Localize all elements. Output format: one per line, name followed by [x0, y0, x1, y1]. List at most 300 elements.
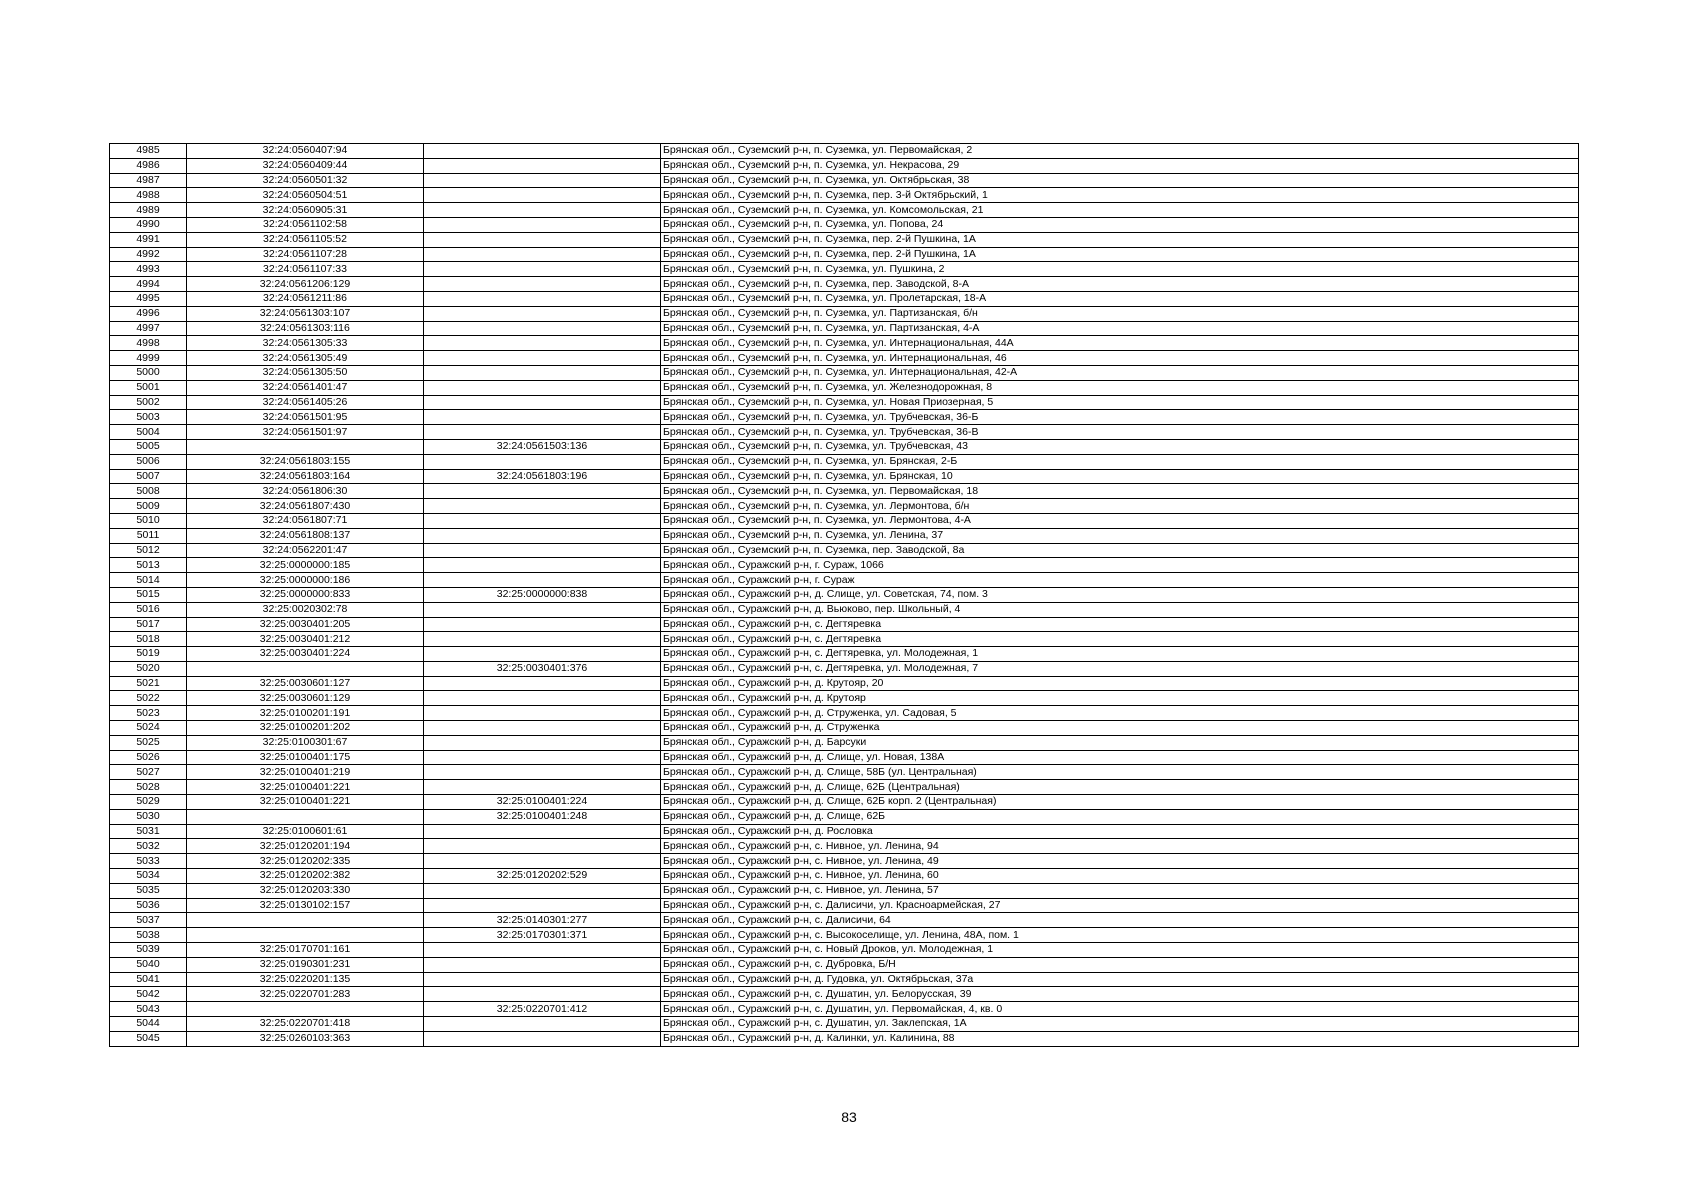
row-number-cell: 5031 [110, 824, 187, 839]
table-row [110, 247, 1579, 262]
table-row [110, 188, 1579, 203]
table-row [110, 306, 1579, 321]
related-cadastral-number-cell [424, 676, 661, 691]
table-row [110, 291, 1579, 306]
cadastral-number-cell: 32:25:0220701:283 [187, 987, 424, 1002]
cadastral-number-cell: 32:25:0000000:186 [187, 573, 424, 588]
table-row [110, 262, 1579, 277]
cadastral-number-cell: 32:24:0560409:44 [187, 158, 424, 173]
address-cell: Брянская обл., Суземский р-н, п. Суземка, ул. Трубчевская, 36-Б [661, 410, 1579, 425]
row-number-cell: 5003 [110, 410, 187, 425]
row-number-cell: 5035 [110, 883, 187, 898]
row-number-cell: 5015 [110, 587, 187, 602]
related-cadastral-number-cell [424, 173, 661, 188]
table-row [110, 824, 1579, 839]
related-cadastral-number-cell [424, 987, 661, 1002]
address-cell: Брянская обл., Суземский р-н, п. Суземка, ул. Интернациональная, 42-А [661, 365, 1579, 380]
related-cadastral-number-cell [424, 898, 661, 913]
related-cadastral-number-cell [424, 217, 661, 232]
cadastral-number-cell: 32:25:0170701:161 [187, 943, 424, 958]
table-row [110, 277, 1579, 292]
row-number-cell: 5038 [110, 928, 187, 943]
cadastral-number-cell: 32:24:0561105:52 [187, 232, 424, 247]
cadastral-number-cell: 32:25:0000000:185 [187, 558, 424, 573]
cadastral-number-cell: 32:24:0561305:49 [187, 351, 424, 366]
table-row [110, 1002, 1579, 1017]
table-row [110, 765, 1579, 780]
related-cadastral-number-cell: 32:24:0561803:196 [424, 469, 661, 484]
address-cell: Брянская обл., Суражский р-н, с. Высокоселище, ул. Ленина, 48А, пом. 1 [661, 928, 1579, 943]
table-row [110, 750, 1579, 765]
table-row [110, 735, 1579, 750]
table-row [110, 203, 1579, 218]
address-cell: Брянская обл., Суражский р-н, д. Слище, 62Б (Центральная) [661, 780, 1579, 795]
table-row [110, 795, 1579, 810]
address-cell: Брянская обл., Суражский р-н, с. Душатин, ул. Заклепская, 1А [661, 1017, 1579, 1032]
cadastral-number-cell: 32:24:0560501:32 [187, 173, 424, 188]
table-row [110, 839, 1579, 854]
cadastral-number-cell: 32:24:0562201:47 [187, 543, 424, 558]
cadastral-number-cell: 32:25:0030401:212 [187, 632, 424, 647]
cadastral-number-cell: 32:25:0120203:330 [187, 883, 424, 898]
table-row [110, 721, 1579, 736]
cadastral-number-cell [187, 928, 424, 943]
related-cadastral-number-cell [424, 632, 661, 647]
table-row [110, 454, 1579, 469]
cadastral-number-cell: 32:25:0100401:219 [187, 765, 424, 780]
address-cell: Брянская обл., Суражский р-н, с. Нивное, ул. Ленина, 60 [661, 869, 1579, 884]
related-cadastral-number-cell: 32:25:0220701:412 [424, 1002, 661, 1017]
cadastral-number-cell: 32:24:0561303:107 [187, 306, 424, 321]
cadastral-number-cell: 32:25:0130102:157 [187, 898, 424, 913]
cadastral-number-cell: 32:25:0100301:67 [187, 735, 424, 750]
cadastral-number-cell: 32:25:0190301:231 [187, 957, 424, 972]
related-cadastral-number-cell [424, 735, 661, 750]
related-cadastral-number-cell: 32:25:0000000:838 [424, 587, 661, 602]
cadastral-number-cell: 32:25:0100401:175 [187, 750, 424, 765]
cadastral-number-cell: 32:24:0561107:33 [187, 262, 424, 277]
address-cell: Брянская обл., Суражский р-н, д. Слище, ул. Новая, 138А [661, 750, 1579, 765]
cadastral-number-cell: 32:24:0561405:26 [187, 395, 424, 410]
cadastral-number-cell: 32:25:0100201:191 [187, 706, 424, 721]
related-cadastral-number-cell: 32:25:0100401:224 [424, 795, 661, 810]
row-number-cell: 5000 [110, 365, 187, 380]
related-cadastral-number-cell [424, 277, 661, 292]
cadastral-number-cell: 32:25:0030401:224 [187, 647, 424, 662]
row-number-cell: 5039 [110, 943, 187, 958]
table-row [110, 217, 1579, 232]
related-cadastral-number-cell [424, 602, 661, 617]
row-number-cell: 5014 [110, 573, 187, 588]
row-number-cell: 5022 [110, 691, 187, 706]
cadastral-number-cell: 32:24:0561211:86 [187, 291, 424, 306]
address-cell: Брянская обл., Суражский р-н, д. Струженка, ул. Садовая, 5 [661, 706, 1579, 721]
address-cell: Брянская обл., Суражский р-н, с. Нивное, ул. Ленина, 94 [661, 839, 1579, 854]
related-cadastral-number-cell [424, 691, 661, 706]
table-row [110, 469, 1579, 484]
row-number-cell: 5030 [110, 809, 187, 824]
cadastral-number-cell: 32:25:0120201:194 [187, 839, 424, 854]
table-row [110, 573, 1579, 588]
address-cell: Брянская обл., Суземский р-н, п. Суземка, ул. Первомайская, 18 [661, 484, 1579, 499]
table-row [110, 395, 1579, 410]
table-row [110, 1017, 1579, 1032]
address-cell: Брянская обл., Суражский р-н, д. Вьюково, пер. Школьный, 4 [661, 602, 1579, 617]
table-row [110, 913, 1579, 928]
cadastral-number-cell: 32:24:0560407:94 [187, 144, 424, 159]
address-cell: Брянская обл., Суземский р-н, п. Суземка, пер. 2-й Пушкина, 1А [661, 232, 1579, 247]
table-row [110, 321, 1579, 336]
address-cell: Брянская обл., Суражский р-н, с. Далисичи, ул. Красноармейская, 27 [661, 898, 1579, 913]
table-row [110, 928, 1579, 943]
cadastral-number-cell [187, 661, 424, 676]
row-number-cell: 4987 [110, 173, 187, 188]
cadastral-number-cell: 32:24:0561305:50 [187, 365, 424, 380]
related-cadastral-number-cell [424, 1017, 661, 1032]
cadastral-number-cell [187, 913, 424, 928]
table-row [110, 617, 1579, 632]
row-number-cell: 4988 [110, 188, 187, 203]
address-cell: Брянская обл., Суражский р-н, д. Крутояр, 20 [661, 676, 1579, 691]
row-number-cell: 5021 [110, 676, 187, 691]
cadastral-number-cell: 32:25:0000000:833 [187, 587, 424, 602]
table-row [110, 898, 1579, 913]
address-cell: Брянская обл., Суражский р-н, д. Калинки, ул. Калинина, 88 [661, 1031, 1579, 1046]
address-cell: Брянская обл., Суземский р-н, п. Суземка, ул. Пушкина, 2 [661, 262, 1579, 277]
address-cell: Брянская обл., Суражский р-н, с. Дубровка, Б/Н [661, 957, 1579, 972]
address-cell: Брянская обл., Суражский р-н, г. Сураж, 1066 [661, 558, 1579, 573]
cadastral-number-cell: 32:24:0561303:116 [187, 321, 424, 336]
address-cell: Брянская обл., Суземский р-н, п. Суземка, ул. Новая Приозерная, 5 [661, 395, 1579, 410]
address-cell: Брянская обл., Суземский р-н, п. Суземка, ул. Лермонтова, б/н [661, 499, 1579, 514]
cadastral-number-cell: 32:24:0561107:28 [187, 247, 424, 262]
table-row [110, 883, 1579, 898]
cadastral-number-cell: 32:25:0030401:205 [187, 617, 424, 632]
cadastral-number-cell: 32:25:0100601:61 [187, 824, 424, 839]
address-cell: Брянская обл., Суражский р-н, с. Нивное, ул. Ленина, 57 [661, 883, 1579, 898]
address-cell: Брянская обл., Суражский р-н, с. Дегтяревка, ул. Молодежная, 1 [661, 647, 1579, 662]
related-cadastral-number-cell [424, 410, 661, 425]
table-row [110, 365, 1579, 380]
related-cadastral-number-cell [424, 351, 661, 366]
related-cadastral-number-cell [424, 499, 661, 514]
related-cadastral-number-cell [424, 617, 661, 632]
cadastral-number-cell: 32:24:0561102:58 [187, 217, 424, 232]
cadastral-number-cell: 32:24:0561807:71 [187, 513, 424, 528]
row-number-cell: 4995 [110, 291, 187, 306]
table-row [110, 380, 1579, 395]
row-number-cell: 5016 [110, 602, 187, 617]
address-cell: Брянская обл., Суражский р-н, д. Рословка [661, 824, 1579, 839]
address-cell: Брянская обл., Суземский р-н, п. Суземка, ул. Первомайская, 2 [661, 144, 1579, 159]
table-row [110, 528, 1579, 543]
cadastral-number-cell [187, 1002, 424, 1017]
cadastral-number-cell: 32:25:0020302:78 [187, 602, 424, 617]
table-row [110, 499, 1579, 514]
related-cadastral-number-cell [424, 380, 661, 395]
cadastral-number-cell: 32:25:0100201:202 [187, 721, 424, 736]
row-number-cell: 5029 [110, 795, 187, 810]
related-cadastral-number-cell [424, 454, 661, 469]
table-row [110, 232, 1579, 247]
row-number-cell: 5027 [110, 765, 187, 780]
row-number-cell: 5005 [110, 439, 187, 454]
cadastral-number-cell [187, 809, 424, 824]
row-number-cell: 5025 [110, 735, 187, 750]
cadastral-number-cell: 32:24:0561401:47 [187, 380, 424, 395]
table-row [110, 602, 1579, 617]
row-number-cell: 5017 [110, 617, 187, 632]
address-cell: Брянская обл., Суземский р-н, п. Суземка, ул. Интернациональная, 46 [661, 351, 1579, 366]
address-cell: Брянская обл., Суражский р-н, с. Душатин, ул. Первомайская, 4, кв. 0 [661, 1002, 1579, 1017]
address-cell: Брянская обл., Суражский р-н, д. Барсуки [661, 735, 1579, 750]
related-cadastral-number-cell [424, 957, 661, 972]
address-cell: Брянская обл., Суземский р-н, п. Суземка, пер. 3-й Октябрьский, 1 [661, 188, 1579, 203]
address-cell: Брянская обл., Суражский р-н, д. Слище, 58Б (ул. Центральная) [661, 765, 1579, 780]
address-cell: Брянская обл., Суземский р-н, п. Суземка, ул. Некрасова, 29 [661, 158, 1579, 173]
row-number-cell: 5020 [110, 661, 187, 676]
row-number-cell: 5019 [110, 647, 187, 662]
related-cadastral-number-cell [424, 528, 661, 543]
row-number-cell: 5002 [110, 395, 187, 410]
row-number-cell: 4994 [110, 277, 187, 292]
table-row [110, 513, 1579, 528]
cadastral-number-cell: 32:24:0561803:155 [187, 454, 424, 469]
row-number-cell: 4991 [110, 232, 187, 247]
related-cadastral-number-cell [424, 721, 661, 736]
row-number-cell: 5012 [110, 543, 187, 558]
related-cadastral-number-cell [424, 943, 661, 958]
table-row [110, 558, 1579, 573]
cadastral-number-cell: 32:24:0560905:31 [187, 203, 424, 218]
table-row [110, 943, 1579, 958]
cadastral-number-cell: 32:25:0030601:129 [187, 691, 424, 706]
related-cadastral-number-cell: 32:25:0120202:529 [424, 869, 661, 884]
address-cell: Брянская обл., Суземский р-н, п. Суземка, ул. Трубчевская, 36-В [661, 425, 1579, 440]
table-row [110, 410, 1579, 425]
table-row [110, 809, 1579, 824]
table-row [110, 439, 1579, 454]
row-number-cell: 4999 [110, 351, 187, 366]
address-cell: Брянская обл., Суземский р-н, п. Суземка, ул. Октябрьская, 38 [661, 173, 1579, 188]
address-cell: Брянская обл., Суземский р-н, п. Суземка, ул. Брянская, 2-Б [661, 454, 1579, 469]
address-cell: Брянская обл., Суражский р-н, д. Слище, 62Б [661, 809, 1579, 824]
related-cadastral-number-cell [424, 750, 661, 765]
cadastral-number-cell: 32:24:0561501:97 [187, 425, 424, 440]
related-cadastral-number-cell [424, 232, 661, 247]
cadastral-number-cell: 32:25:0100401:221 [187, 795, 424, 810]
table-row [110, 425, 1579, 440]
related-cadastral-number-cell [424, 262, 661, 277]
table-row [110, 780, 1579, 795]
address-cell: Брянская обл., Суражский р-н, с. Дегтяревка, ул. Молодежная, 7 [661, 661, 1579, 676]
row-number-cell: 5042 [110, 987, 187, 1002]
related-cadastral-number-cell [424, 647, 661, 662]
related-cadastral-number-cell [424, 425, 661, 440]
table-row [110, 647, 1579, 662]
address-cell: Брянская обл., Суземский р-н, п. Суземка, ул. Комсомольская, 21 [661, 203, 1579, 218]
related-cadastral-number-cell [424, 321, 661, 336]
address-cell: Брянская обл., Суземский р-н, п. Суземка, ул. Партизанская, б/н [661, 306, 1579, 321]
related-cadastral-number-cell [424, 484, 661, 499]
related-cadastral-number-cell [424, 780, 661, 795]
row-number-cell: 5007 [110, 469, 187, 484]
related-cadastral-number-cell [424, 854, 661, 869]
row-number-cell: 5024 [110, 721, 187, 736]
cadastral-number-cell: 32:25:0030601:127 [187, 676, 424, 691]
address-cell: Брянская обл., Суражский р-н, с. Дегтяревка [661, 632, 1579, 647]
related-cadastral-number-cell [424, 543, 661, 558]
cadastral-number-cell: 32:24:0561305:33 [187, 336, 424, 351]
row-number-cell: 5004 [110, 425, 187, 440]
row-number-cell: 5006 [110, 454, 187, 469]
row-number-cell: 4990 [110, 217, 187, 232]
address-cell: Брянская обл., Суземский р-н, п. Суземка, ул. Железнодорожная, 8 [661, 380, 1579, 395]
table-row [110, 484, 1579, 499]
table-row [110, 957, 1579, 972]
address-cell: Брянская обл., Суражский р-н, с. Далисичи, 64 [661, 913, 1579, 928]
table-row [110, 173, 1579, 188]
address-cell: Брянская обл., Суземский р-н, п. Суземка, ул. Трубчевская, 43 [661, 439, 1579, 454]
address-cell: Брянская обл., Суражский р-н, с. Новый Дроков, ул. Молодежная, 1 [661, 943, 1579, 958]
address-cell: Брянская обл., Суражский р-н, с. Душатин, ул. Белорусская, 39 [661, 987, 1579, 1002]
related-cadastral-number-cell [424, 247, 661, 262]
table-row [110, 987, 1579, 1002]
table-row [110, 869, 1579, 884]
table-row [110, 691, 1579, 706]
related-cadastral-number-cell [424, 291, 661, 306]
related-cadastral-number-cell [424, 558, 661, 573]
row-number-cell: 4993 [110, 262, 187, 277]
related-cadastral-number-cell [424, 573, 661, 588]
address-cell: Брянская обл., Суражский р-н, с. Дегтяревка [661, 617, 1579, 632]
row-number-cell: 5037 [110, 913, 187, 928]
row-number-cell: 5010 [110, 513, 187, 528]
related-cadastral-number-cell [424, 144, 661, 159]
related-cadastral-number-cell [424, 306, 661, 321]
related-cadastral-number-cell [424, 188, 661, 203]
related-cadastral-number-cell [424, 203, 661, 218]
related-cadastral-number-cell: 32:25:0100401:248 [424, 809, 661, 824]
address-cell: Брянская обл., Суземский р-н, п. Суземка, ул. Лермонтова, 4-А [661, 513, 1579, 528]
cadastral-number-cell: 32:25:0120202:335 [187, 854, 424, 869]
row-number-cell: 4997 [110, 321, 187, 336]
cadastral-number-cell: 32:24:0561806:30 [187, 484, 424, 499]
cadastral-number-cell: 32:25:0220201:135 [187, 972, 424, 987]
cadastral-number-cell: 32:24:0560504:51 [187, 188, 424, 203]
related-cadastral-number-cell [424, 336, 661, 351]
address-cell: Брянская обл., Суземский р-н, п. Суземка, ул. Партизанская, 4-А [661, 321, 1579, 336]
address-cell: Брянская обл., Суражский р-н, д. Струженка [661, 721, 1579, 736]
row-number-cell: 5008 [110, 484, 187, 499]
table-row [110, 158, 1579, 173]
row-number-cell: 4996 [110, 306, 187, 321]
related-cadastral-number-cell [424, 839, 661, 854]
table-row [110, 854, 1579, 869]
row-number-cell: 5023 [110, 706, 187, 721]
related-cadastral-number-cell [424, 158, 661, 173]
cadastral-number-cell: 32:24:0561501:95 [187, 410, 424, 425]
address-cell: Брянская обл., Суземский р-н, п. Суземка, пер. 2-й Пушкина, 1А [661, 247, 1579, 262]
table-row [110, 1031, 1579, 1046]
row-number-cell: 4989 [110, 203, 187, 218]
address-cell: Брянская обл., Суражский р-н, с. Нивное, ул. Ленина, 49 [661, 854, 1579, 869]
row-number-cell: 5043 [110, 1002, 187, 1017]
cadastral-number-cell: 32:25:0260103:363 [187, 1031, 424, 1046]
row-number-cell: 5028 [110, 780, 187, 795]
row-number-cell: 5040 [110, 957, 187, 972]
row-number-cell: 5033 [110, 854, 187, 869]
registry-table [109, 143, 1579, 1047]
address-cell: Брянская обл., Суземский р-н, п. Суземка, ул. Интернациональная, 44А [661, 336, 1579, 351]
related-cadastral-number-cell: 32:25:0170301:371 [424, 928, 661, 943]
row-number-cell: 5045 [110, 1031, 187, 1046]
related-cadastral-number-cell [424, 706, 661, 721]
page-number: 83 [841, 1109, 857, 1125]
cadastral-number-cell: 32:25:0220701:418 [187, 1017, 424, 1032]
row-number-cell: 5009 [110, 499, 187, 514]
related-cadastral-number-cell: 32:25:0140301:277 [424, 913, 661, 928]
cadastral-number-cell: 32:24:0561808:137 [187, 528, 424, 543]
related-cadastral-number-cell: 32:24:0561503:136 [424, 439, 661, 454]
address-cell: Брянская обл., Суражский р-н, г. Сураж [661, 573, 1579, 588]
row-number-cell: 4998 [110, 336, 187, 351]
address-cell: Брянская обл., Суражский р-н, д. Крутояр [661, 691, 1579, 706]
address-cell: Брянская обл., Суражский р-н, д. Слище, ул. Советская, 74, пом. 3 [661, 587, 1579, 602]
table-row [110, 972, 1579, 987]
table-row [110, 336, 1579, 351]
address-cell: Брянская обл., Суражский р-н, д. Гудовка, ул. Октябрьская, 37а [661, 972, 1579, 987]
table-row [110, 144, 1579, 159]
table-row [110, 587, 1579, 602]
row-number-cell: 5013 [110, 558, 187, 573]
related-cadastral-number-cell [424, 1031, 661, 1046]
row-number-cell: 5032 [110, 839, 187, 854]
related-cadastral-number-cell [424, 395, 661, 410]
address-cell: Брянская обл., Суражский р-н, д. Слище, 62Б корп. 2 (Центральная) [661, 795, 1579, 810]
address-cell: Брянская обл., Суземский р-н, п. Суземка, пер. Заводской, 8-А [661, 277, 1579, 292]
related-cadastral-number-cell [424, 513, 661, 528]
row-number-cell: 5001 [110, 380, 187, 395]
related-cadastral-number-cell [424, 765, 661, 780]
cadastral-number-cell: 32:25:0120202:382 [187, 869, 424, 884]
cadastral-number-cell [187, 439, 424, 454]
address-cell: Брянская обл., Суземский р-н, п. Суземка, ул. Брянская, 10 [661, 469, 1579, 484]
row-number-cell: 5036 [110, 898, 187, 913]
address-cell: Брянская обл., Суземский р-н, п. Суземка, ул. Попова, 24 [661, 217, 1579, 232]
row-number-cell: 4986 [110, 158, 187, 173]
related-cadastral-number-cell [424, 824, 661, 839]
cadastral-number-cell: 32:24:0561803:164 [187, 469, 424, 484]
row-number-cell: 5018 [110, 632, 187, 647]
related-cadastral-number-cell [424, 972, 661, 987]
row-number-cell: 5026 [110, 750, 187, 765]
related-cadastral-number-cell: 32:25:0030401:376 [424, 661, 661, 676]
address-cell: Брянская обл., Суземский р-н, п. Суземка, пер. Заводской, 8а [661, 543, 1579, 558]
registry-table-body [110, 144, 1579, 1047]
row-number-cell: 5011 [110, 528, 187, 543]
cadastral-number-cell: 32:24:0561807:430 [187, 499, 424, 514]
cadastral-number-cell: 32:25:0100401:221 [187, 780, 424, 795]
row-number-cell: 5044 [110, 1017, 187, 1032]
table-row [110, 632, 1579, 647]
row-number-cell: 4992 [110, 247, 187, 262]
address-cell: Брянская обл., Суземский р-н, п. Суземка, ул. Пролетарская, 18-А [661, 291, 1579, 306]
row-number-cell: 5034 [110, 869, 187, 884]
related-cadastral-number-cell [424, 365, 661, 380]
address-cell: Брянская обл., Суземский р-н, п. Суземка, ул. Ленина, 37 [661, 528, 1579, 543]
table-row [110, 351, 1579, 366]
